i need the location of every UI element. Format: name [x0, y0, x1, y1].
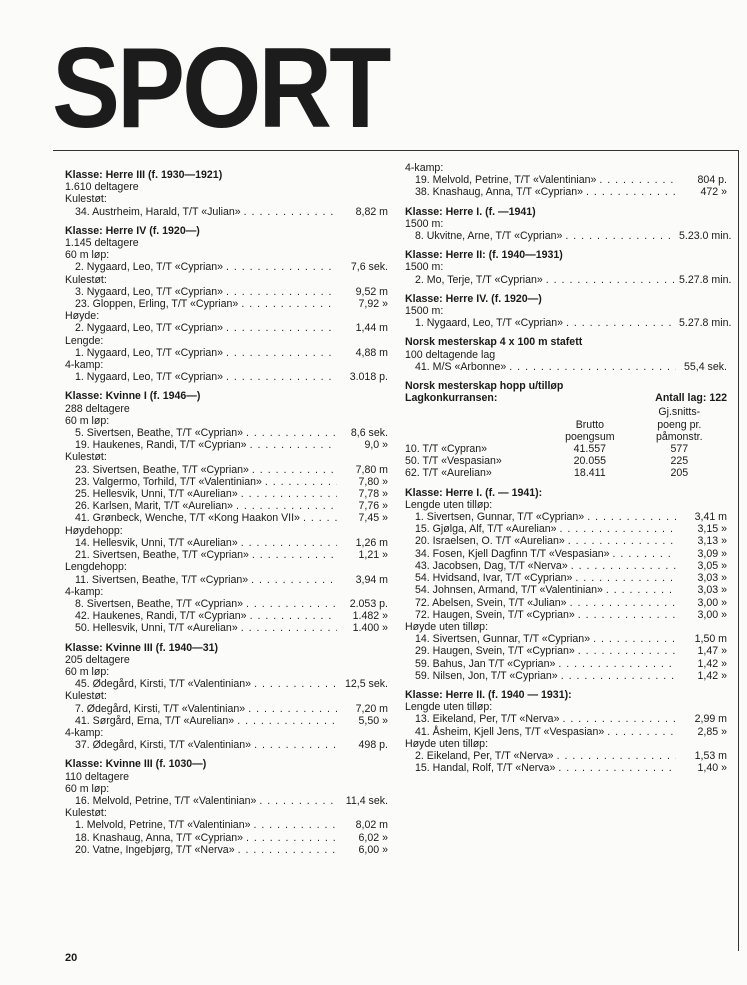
event-label: Kulestøt:: [65, 273, 107, 286]
result-row: [405, 572, 727, 584]
event-label: 1500 m:: [405, 217, 444, 230]
athlete: 20. Vatne, Ingebjørg, T/T «Nerva»: [75, 843, 235, 856]
section-heading: Klasse: Herre IV (f. 1920—): [65, 224, 200, 237]
athlete: 41. Åsheim, Kjell Jens, T/T «Vespasian»: [415, 725, 605, 738]
section-subtext: 288 deltagere: [65, 402, 130, 415]
result-row: [65, 537, 388, 549]
athlete: 59. Nilsen, Jon, T/T «Cyprian»: [415, 669, 558, 682]
event-label: Lengdehopp:: [65, 561, 127, 574]
leader-dots: [509, 361, 676, 373]
team-competition: [405, 380, 727, 480]
result-value: 7,76 »: [358, 500, 388, 513]
team-row: [405, 443, 727, 455]
event-label: Høydehopp:: [65, 524, 123, 537]
result-value: 7,45 »: [358, 512, 388, 525]
team-subheading: Lagkonkurransen:: [405, 392, 498, 405]
athlete: 5. Sivertsen, Beathe, T/T «Cyprian»: [75, 427, 244, 440]
result-row: [65, 427, 388, 439]
leader-dots: [265, 476, 337, 488]
athlete: 7. Ødegård, Kirsti, T/T «Valentinian»: [75, 702, 246, 715]
result-value: 8,02 m: [355, 819, 388, 832]
result-row: [65, 206, 388, 218]
result-value: 5.27.8 min.: [679, 317, 732, 330]
leader-dots: [254, 678, 337, 690]
leader-dots: [226, 261, 337, 273]
team-average: 225: [670, 455, 689, 468]
result-row: [405, 511, 727, 523]
event-label: Lengde:: [65, 334, 104, 347]
result-row: [405, 548, 727, 560]
athlete: 72. Haugen, Svein, T/T «Cyprian»: [415, 608, 575, 621]
event-label: 60 m løp:: [65, 414, 110, 427]
event-label: 1500 m:: [405, 305, 444, 318]
left-column: [65, 169, 388, 856]
result-row: [65, 476, 388, 488]
result-section: [405, 487, 727, 682]
athlete: 41. M/S «Arbonne»: [415, 360, 507, 373]
result-value: 1.482 »: [352, 610, 388, 623]
athlete: 54. Johnsen, Armand, T/T «Valentinian»: [415, 584, 603, 597]
result-value: 3,13 »: [697, 535, 727, 548]
result-value: 12,5 sek.: [345, 678, 388, 691]
result-value: 3,03 »: [697, 584, 727, 597]
leader-dots: [226, 347, 337, 359]
leader-dots: [546, 274, 676, 286]
leader-dots: [241, 298, 337, 310]
result-row: [405, 597, 727, 609]
leader-dots: [248, 703, 337, 715]
athlete: 23. Gloppen, Erling, T/T «Cyprian»: [75, 298, 239, 311]
team-name: 10. T/T «Cypran»: [405, 443, 488, 456]
result-row: [65, 261, 388, 273]
result-row: [65, 500, 388, 512]
result-section: [405, 249, 732, 286]
team-heading: Norsk mesterskap hopp u/tilløp: [405, 380, 564, 393]
result-row: [405, 186, 727, 198]
result-row: [405, 762, 727, 774]
result-value: 2,99 m: [694, 713, 727, 726]
result-row: [65, 678, 388, 690]
result-row: [405, 645, 727, 657]
leader-dots: [238, 844, 337, 856]
result-row: [405, 317, 732, 330]
leader-dots: [246, 832, 337, 844]
leader-dots: [241, 537, 337, 549]
section-subtext: 110 deltagere: [65, 770, 130, 783]
result-value: 1,40 »: [697, 762, 727, 775]
leader-dots: [593, 633, 676, 645]
result-value: 3,05 »: [697, 559, 727, 572]
result-value: 3,09 »: [697, 547, 727, 560]
result-row: [65, 610, 388, 622]
result-row: [405, 750, 727, 762]
athlete: 15. Handal, Rolf, T/T «Nerva»: [415, 762, 556, 775]
athlete: 16. Melvold, Petrine, T/T «Valentinian»: [75, 794, 257, 807]
athlete: 37. Ødegård, Kirsti, T/T «Valentinian»: [75, 739, 252, 752]
athlete: 14. Hellesvik, Unni, T/T «Aurelian»: [75, 536, 238, 549]
result-value: 2.053 p.: [349, 597, 388, 610]
athlete: 2. Mo, Terje, T/T «Cyprian»: [415, 273, 543, 286]
section-subtext: 1.610 deltagere: [65, 181, 139, 194]
event-label: Kulestøt:: [65, 451, 107, 464]
section-heading: Norsk mesterskap 4 x 100 m stafett: [405, 336, 583, 349]
athlete: 29. Haugen, Svein, T/T «Cyprian»: [415, 645, 575, 658]
leader-dots: [578, 645, 676, 657]
result-value: 7,92 »: [358, 298, 388, 311]
result-value: 6,02 »: [358, 831, 388, 844]
event-label: Lengde uten tilløp:: [405, 498, 493, 511]
athlete: 1. Nygaard, Leo, T/T «Cyprian»: [75, 346, 224, 359]
page-title: SPORT: [52, 23, 389, 152]
result-value: 7,78 »: [358, 488, 388, 501]
result-row: [65, 819, 388, 831]
event-label: Kulestøt:: [65, 807, 107, 820]
team-name: 62. T/T «Aurelian»: [405, 467, 492, 480]
right-column: [405, 162, 732, 775]
athlete: 54. Hvidsand, Ivar, T/T «Cyprian»: [415, 572, 573, 585]
athlete: 15. Gjølga, Alf, T/T «Aurelian»: [415, 523, 557, 536]
team-count: Antall lag: 122: [655, 392, 727, 405]
leader-dots: [303, 512, 337, 524]
result-row: [65, 832, 388, 844]
leader-dots: [571, 560, 676, 572]
result-row: [65, 464, 388, 476]
result-row: [65, 512, 388, 524]
result-value: 3,41 m: [694, 511, 727, 524]
team-name: 50. T/T «Vespasian»: [405, 455, 502, 468]
result-value: 3,03 »: [697, 572, 727, 585]
right-top-sections: [405, 162, 732, 373]
leader-dots: [566, 317, 676, 329]
event-label: Kulestøt:: [65, 690, 107, 703]
athlete: 23. Sivertsen, Beathe, T/T «Cyprian»: [75, 463, 249, 476]
result-row: [405, 658, 727, 670]
result-row: [65, 715, 388, 727]
athlete: 34. Fosen, Kjell Dagfinn T/T «Vespasian»: [415, 547, 610, 560]
result-row: [65, 286, 388, 298]
team-subheading-row: [405, 392, 727, 404]
athlete: 19. Haukenes, Randi, T/T «Cyprian»: [75, 439, 247, 452]
leader-dots: [561, 670, 676, 682]
result-section: [405, 205, 732, 243]
team-points: 20.055: [573, 455, 607, 468]
result-value: 804 p.: [697, 174, 727, 187]
team-average: 577: [670, 443, 689, 456]
event-label: Høyde uten tilløp:: [405, 620, 489, 633]
result-section: [65, 390, 388, 634]
result-row: [405, 713, 727, 725]
leader-dots: [557, 750, 676, 762]
result-value: 7,80 m: [355, 463, 388, 476]
event-label: 1500 m:: [405, 261, 444, 274]
result-value: 11,4 sek.: [345, 794, 388, 807]
athlete: 18. Knashaug, Anna, T/T «Cyprian»: [75, 831, 244, 844]
leader-dots: [226, 371, 337, 383]
team-row: [405, 467, 727, 479]
result-row: [405, 523, 727, 535]
section-subtext: 1.145 deltagere: [65, 237, 139, 250]
leader-dots: [250, 439, 337, 451]
result-row: [65, 549, 388, 561]
result-value: 3,00 »: [697, 596, 727, 609]
athlete: 23. Valgermo, Torhild, T/T «Valentinian»: [75, 475, 262, 488]
result-value: 7,20 m: [355, 702, 388, 715]
athlete: 25. Hellesvik, Unni, T/T «Aurelian»: [75, 488, 238, 501]
athlete: 14. Sivertsen, Gunnar, T/T «Cyprian»: [415, 633, 591, 646]
result-row: [405, 174, 727, 186]
result-row: [405, 273, 732, 286]
result-section: [65, 225, 388, 384]
result-value: 5,50 »: [358, 714, 388, 727]
leader-dots: [570, 597, 676, 609]
result-value: 7,6 sek.: [350, 261, 388, 274]
athlete: 1. Nygaard, Leo, T/T «Cyprian»: [415, 317, 564, 330]
result-row: [405, 361, 727, 373]
result-row: [65, 795, 388, 807]
event-label: 60 m løp:: [65, 665, 110, 678]
result-row: [405, 230, 732, 243]
result-row: [65, 298, 388, 310]
event-label: 60 m løp:: [65, 782, 110, 795]
result-row: [405, 609, 727, 621]
result-value: 1,42 »: [697, 657, 727, 670]
leader-dots: [244, 206, 337, 218]
athlete: 19. Melvold, Petrine, T/T «Valentinian»: [415, 174, 597, 187]
athlete: 1. Melvold, Petrine, T/T «Valentinian»: [75, 819, 251, 832]
athlete: 2. Eikeland, Per, T/T «Nerva»: [415, 749, 554, 762]
result-value: 5.27.8 min.: [679, 273, 732, 286]
right-bottom-sections: [405, 487, 727, 775]
section-heading: Klasse: Herre I. (f. — 1941):: [405, 486, 543, 499]
result-section: [65, 758, 388, 856]
result-row: [65, 347, 388, 359]
section-subtext: 100 deltagende lag: [405, 348, 496, 361]
leader-dots: [565, 230, 676, 242]
leader-dots: [599, 174, 676, 186]
leader-dots: [607, 726, 676, 738]
result-section: [405, 292, 732, 330]
result-value: 6,00 »: [358, 843, 388, 856]
leader-dots: [568, 535, 676, 547]
result-row: [65, 488, 388, 500]
result-value: 4,88 m: [355, 346, 388, 359]
result-section: [65, 642, 388, 752]
result-row: [405, 535, 727, 547]
section-subtext: 205 deltagere: [65, 653, 130, 666]
result-value: 1,26 m: [355, 536, 388, 549]
result-value: 3.018 p.: [349, 371, 388, 384]
page-number: 20: [65, 952, 78, 964]
leader-dots: [558, 658, 676, 670]
section-heading: Klasse: Herre II: (f. 1940—1931): [405, 249, 563, 262]
section-heading: Klasse: Herre IV. (f. 1920—): [405, 292, 542, 305]
event-label: 60 m løp:: [65, 249, 110, 262]
leader-dots: [562, 713, 676, 725]
leader-dots: [241, 488, 337, 500]
event-label: Høyde uten tilløp:: [405, 737, 489, 750]
col-points-header: Brutto poengsum: [565, 418, 615, 443]
result-row: [65, 622, 388, 634]
result-row: [65, 598, 388, 610]
result-row: [65, 439, 388, 451]
event-label: Kulestøt:: [65, 193, 107, 206]
result-row: [405, 670, 727, 682]
result-value: 5.23.0 min.: [679, 230, 732, 243]
athlete: 41. Grønbeck, Wenche, T/T «Kong Haakon VII»: [75, 512, 300, 525]
result-value: 1.400 »: [352, 622, 388, 635]
result-section: [65, 169, 388, 218]
result-value: 1,44 m: [355, 322, 388, 335]
leader-dots: [251, 574, 337, 586]
athlete: 50. Hellesvik, Unni, T/T «Aurelian»: [75, 622, 238, 635]
result-value: 8,82 m: [355, 205, 388, 218]
result-row: [65, 739, 388, 751]
result-value: 3,94 m: [355, 573, 388, 586]
leader-dots: [254, 739, 337, 751]
section-heading: Klasse: Herre I. (f. —1941): [405, 205, 536, 218]
athlete: 2. Nygaard, Leo, T/T «Cyprian»: [75, 322, 224, 335]
athlete: 43. Jacobsen, Dag, T/T «Nerva»: [415, 559, 568, 572]
event-label: 4-kamp:: [65, 359, 104, 372]
leader-dots: [237, 715, 337, 727]
col-avg-header: Gj.snitts- poeng pr. påmonstr.: [656, 406, 703, 443]
event-label: 4-kamp:: [65, 585, 104, 598]
athlete: 26. Karlsen, Marit, T/T «Aurelian»: [75, 500, 234, 513]
result-row: [65, 574, 388, 586]
leader-dots: [587, 511, 676, 523]
athlete: 8. Sivertsen, Beathe, T/T «Cyprian»: [75, 597, 244, 610]
result-row: [65, 322, 388, 334]
leader-dots: [246, 598, 337, 610]
leader-dots: [226, 286, 337, 298]
team-points: 18.411: [574, 467, 606, 480]
result-value: 2,85 »: [697, 725, 727, 738]
leader-dots: [586, 186, 676, 198]
leader-dots: [613, 548, 676, 560]
leader-dots: [253, 819, 337, 831]
leader-dots: [246, 427, 337, 439]
leader-dots: [606, 584, 676, 596]
athlete: 45. Ødegård, Kirsti, T/T «Valentinian»: [75, 678, 252, 691]
athlete: 72. Abelsen, Svein, T/T «Julian»: [415, 596, 567, 609]
athlete: 20. Israelsen, O. T/T «Aurelian»: [415, 535, 565, 548]
result-value: 3,00 »: [697, 608, 727, 621]
athlete: 34. Austrheim, Harald, T/T «Julian»: [75, 205, 241, 218]
event-label: 4-kamp:: [65, 726, 104, 739]
result-value: 1,53 m: [694, 749, 727, 762]
team-table-header: [405, 406, 727, 443]
event-label: Lengde uten tilløp:: [405, 701, 493, 714]
leader-dots: [575, 572, 676, 584]
result-section: [405, 689, 727, 774]
athlete: 13. Eikeland, Per, T/T «Nerva»: [415, 713, 560, 726]
athlete: 11. Sivertsen, Beathe, T/T «Cyprian»: [75, 573, 249, 586]
leader-dots: [236, 500, 337, 512]
leader-dots: [226, 322, 337, 334]
athlete: 59. Bahus, Jan T/T «Cyprian»: [415, 657, 556, 670]
athlete: 3. Nygaard, Leo, T/T «Cyprian»: [75, 285, 224, 298]
result-row: [405, 584, 727, 596]
result-value: 8,6 sek.: [350, 427, 388, 440]
event-label: 4-kamp:: [405, 162, 444, 174]
athlete: 38. Knashaug, Anna, T/T «Cyprian»: [415, 186, 584, 199]
team-average: 205: [670, 467, 689, 480]
result-value: 1,47 »: [697, 645, 727, 658]
leader-dots: [558, 762, 676, 774]
result-value: 55,4 sek.: [684, 360, 727, 373]
section-heading: Klasse: Kvinne I (f. 1946—): [65, 390, 201, 403]
leader-dots: [250, 610, 337, 622]
athlete: 41. Sørgård, Erna, T/T «Aurelian»: [75, 714, 235, 727]
event-label: Høyde:: [65, 310, 100, 323]
result-value: 3,15 »: [697, 523, 727, 536]
section-heading: Klasse: Herre III (f. 1930—1921): [65, 169, 223, 181]
athlete: 8. Ukvitne, Arne, T/T «Cyprian»: [415, 230, 563, 243]
result-value: 498 p.: [358, 739, 388, 752]
result-value: 9,0 »: [364, 439, 388, 452]
result-value: 7,80 »: [358, 475, 388, 488]
leader-dots: [560, 523, 676, 535]
result-row: [65, 703, 388, 715]
section-heading: Klasse: Kvinne III (f. 1030—): [65, 758, 207, 771]
result-value: 1,50 m: [694, 633, 727, 646]
athlete: 42. Haukenes, Randi, T/T «Cyprian»: [75, 610, 247, 623]
athlete: 1. Sivertsen, Gunnar, T/T «Cyprian»: [415, 511, 585, 524]
leader-dots: [241, 622, 337, 634]
result-value: 472 »: [700, 186, 727, 199]
result-section: [405, 336, 727, 373]
result-section: [405, 162, 727, 199]
athlete: 21. Sivertsen, Beathe, T/T «Cyprian»: [75, 549, 249, 562]
leader-dots: [252, 549, 337, 561]
result-row: [65, 844, 388, 856]
athlete: 2. Nygaard, Leo, T/T «Cyprian»: [75, 261, 224, 274]
section-heading: Klasse: Herre II. (f. 1940 — 1931):: [405, 688, 572, 701]
leader-dots: [578, 609, 676, 621]
team-row: [405, 455, 727, 467]
leader-dots: [259, 795, 337, 807]
result-row: [65, 371, 388, 383]
team-table: [405, 406, 727, 479]
section-heading: Klasse: Kvinne III (f. 1940—31): [65, 641, 219, 654]
result-value: 9,52 m: [355, 285, 388, 298]
result-row: [405, 633, 727, 645]
result-value: 1,21 »: [358, 549, 388, 562]
result-value: 1,42 »: [697, 669, 727, 682]
result-row: [405, 560, 727, 572]
athlete: 1. Nygaard, Leo, T/T «Cyprian»: [75, 371, 224, 384]
result-row: [405, 726, 727, 738]
team-points: 41.557: [573, 443, 607, 456]
leader-dots: [252, 464, 337, 476]
